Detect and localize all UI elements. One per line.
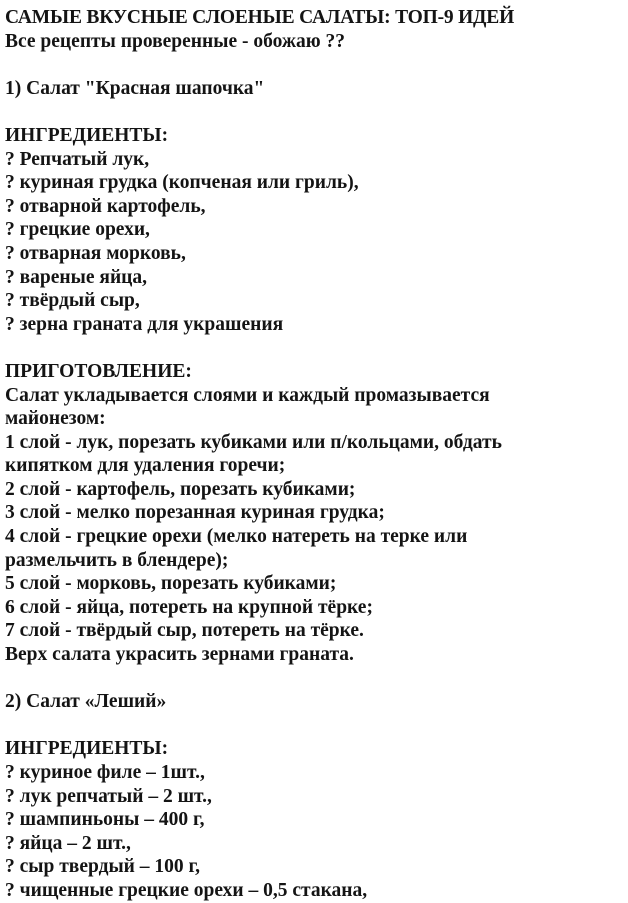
spacer	[5, 100, 622, 124]
spacer	[5, 667, 622, 691]
ingredient-item: ? куриное филе – 1шт.,	[5, 762, 205, 783]
preparation-line: 4 слой - грецкие орехи (мелко натереть на терке или	[5, 526, 468, 548]
ingredient-item: ? вареные яйца,	[5, 266, 148, 288]
preparation-line: 2 слой - картофель, порезать кубиками;	[5, 478, 356, 500]
ingredient-item: ? твёрдый сыр,	[5, 290, 140, 312]
preparation-line: 1 слой - лук, порезать кубиками или п/кольцами, обдать	[5, 431, 502, 453]
spacer	[5, 714, 622, 738]
ingredients-heading: ИНГРЕДИЕНТЫ:	[5, 124, 169, 146]
preparation-line: 7 слой - твёрдый сыр, потереть на тёрке.	[5, 620, 364, 642]
preparation-line: Салат укладывается слоями и каждый промазывается	[5, 384, 490, 406]
ingredient-item: ? яйца – 2 шт.,	[5, 832, 131, 854]
recipe-heading: 1) Салат "Красная шапочка"	[5, 77, 265, 99]
ingredient-item: ? грецкие орехи,	[5, 219, 150, 241]
spacer	[5, 336, 622, 360]
preparation-line: кипятком для удаления горечи;	[5, 455, 286, 477]
ingredient-item: ? чищенные грецкие орехи – 0,5 стакана,	[5, 879, 368, 901]
preparation-line: 3 слой - мелко порезанная куриная грудка;	[5, 502, 385, 524]
ingredient-item: ? Репчатый лук,	[5, 148, 150, 170]
preparation-heading: ПРИГОТОВЛЕНИЕ:	[5, 360, 192, 382]
spacer	[5, 53, 622, 77]
ingredient-item: ? зерна граната для украшения	[5, 313, 284, 335]
ingredient-item: ? отварной картофель,	[5, 195, 206, 217]
page-subtitle: Все рецепты проверенные - обожаю ??	[5, 30, 346, 52]
page-title: САМЫЕ ВКУСНЫЕ СЛОЕНЫЕ САЛАТЫ: ТОП-9 ИДЕЙ	[5, 7, 515, 28]
preparation-line: майонезом:	[5, 408, 106, 430]
ingredient-item: ? шампиньоны – 400 г,	[5, 809, 205, 831]
preparation-line: размельчить в блендере);	[5, 549, 229, 571]
ingredients-heading: ИНГРЕДИЕНТЫ:	[5, 738, 169, 760]
preparation-line: 6 слой - яйца, потереть на крупной тёрке;	[5, 596, 373, 618]
ingredient-item: ? лук репчатый – 2 шт.,	[5, 785, 212, 807]
ingredient-item: ? отварная морковь,	[5, 242, 186, 264]
recipe-heading: 2) Салат «Леший»	[5, 691, 167, 713]
ingredient-item: ? куриная грудка (копченая или гриль),	[5, 172, 359, 194]
ingredient-item: ? сыр твердый – 100 г,	[5, 856, 201, 878]
preparation-line: 5 слой - морковь, порезать кубиками;	[5, 573, 337, 595]
preparation-line: Верх салата украсить зернами граната.	[5, 644, 354, 666]
